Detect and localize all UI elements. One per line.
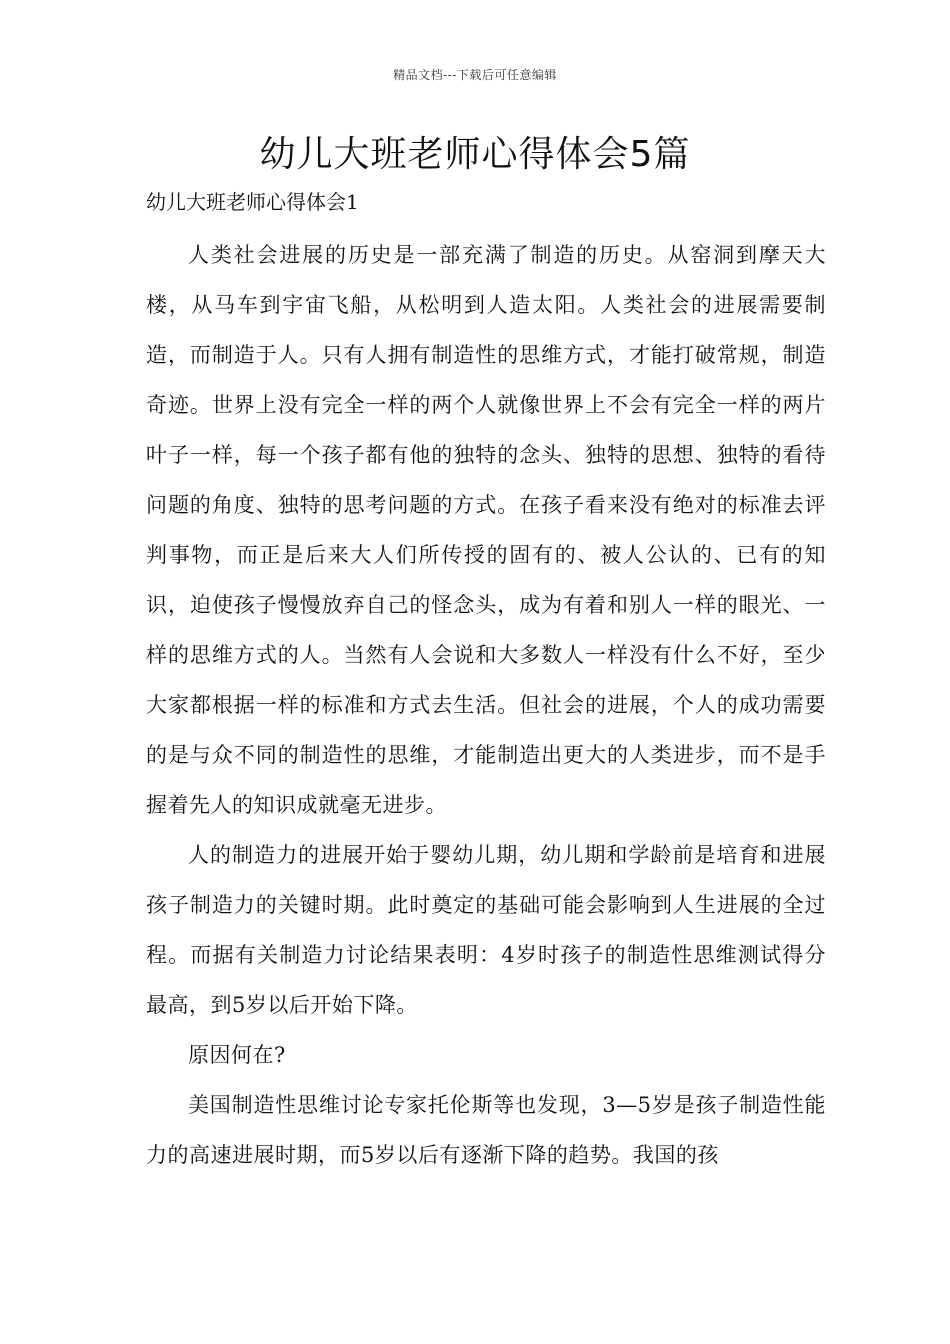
document-title: 幼儿大班老师心得体会5篇	[259, 134, 691, 175]
paragraph-4: 美国制造性思维讨论专家托伦斯等也发现，3—5岁是孩子制造性能力的高速进展时期，而5岁以后有逐渐下降的趋势。我国的孩	[146, 1093, 826, 1167]
paragraph-3: 原因何在?	[188, 1043, 286, 1067]
page-header: 精品文档---下载后可任意编辑	[393, 68, 557, 82]
section-subtitle: 幼儿大班老师心得体会1	[146, 190, 359, 214]
body-text	[146, 230, 826, 1180]
paragraph-2: 人的制造力的进展开始于婴幼儿期，幼儿期和学龄前是培育和进展孩子制造力的关键时期。此时奠定的基础可能会影响到人生进展的全过程。而据有关制造力讨论结果表明：4岁时孩子的制造性思维测试得分最高，到5岁以后开始下降。	[146, 843, 826, 1017]
paragraph-1: 人类社会进展的历史是一部充满了制造的历史。从窑洞到摩天大楼，从马车到宇宙飞船，从松明到人造太阳。人类社会的进展需要制造，而制造于人。只有人拥有制造性的思维方式，才能打破常规，制造奇迹。世界上没有完全一样的两个人就像世界上不会有完全一样的两片叶子一样，每一个孩子都有他的独特的念头、独特的思想、独特的看待问题的角度、独特的思考问题的方式。在孩子看来没有绝对的标准去评判事物，而正是后来大人们所传授的固有的、被人公认的、已有的知识，迫使孩子慢慢放弃自己的怪念头，成为有着和别人一样的眼光、一样的思维方式的人。当然有人会说和大多数人一样没有什么不好，至少大家都根据一样的标准和方式去生活。但社会的进展，个人的成功需要的是与众不同的制造性的思维，才能制造出更大的人类进步，而不是手握着先人的知识成就毫无进步。	[146, 243, 826, 817]
